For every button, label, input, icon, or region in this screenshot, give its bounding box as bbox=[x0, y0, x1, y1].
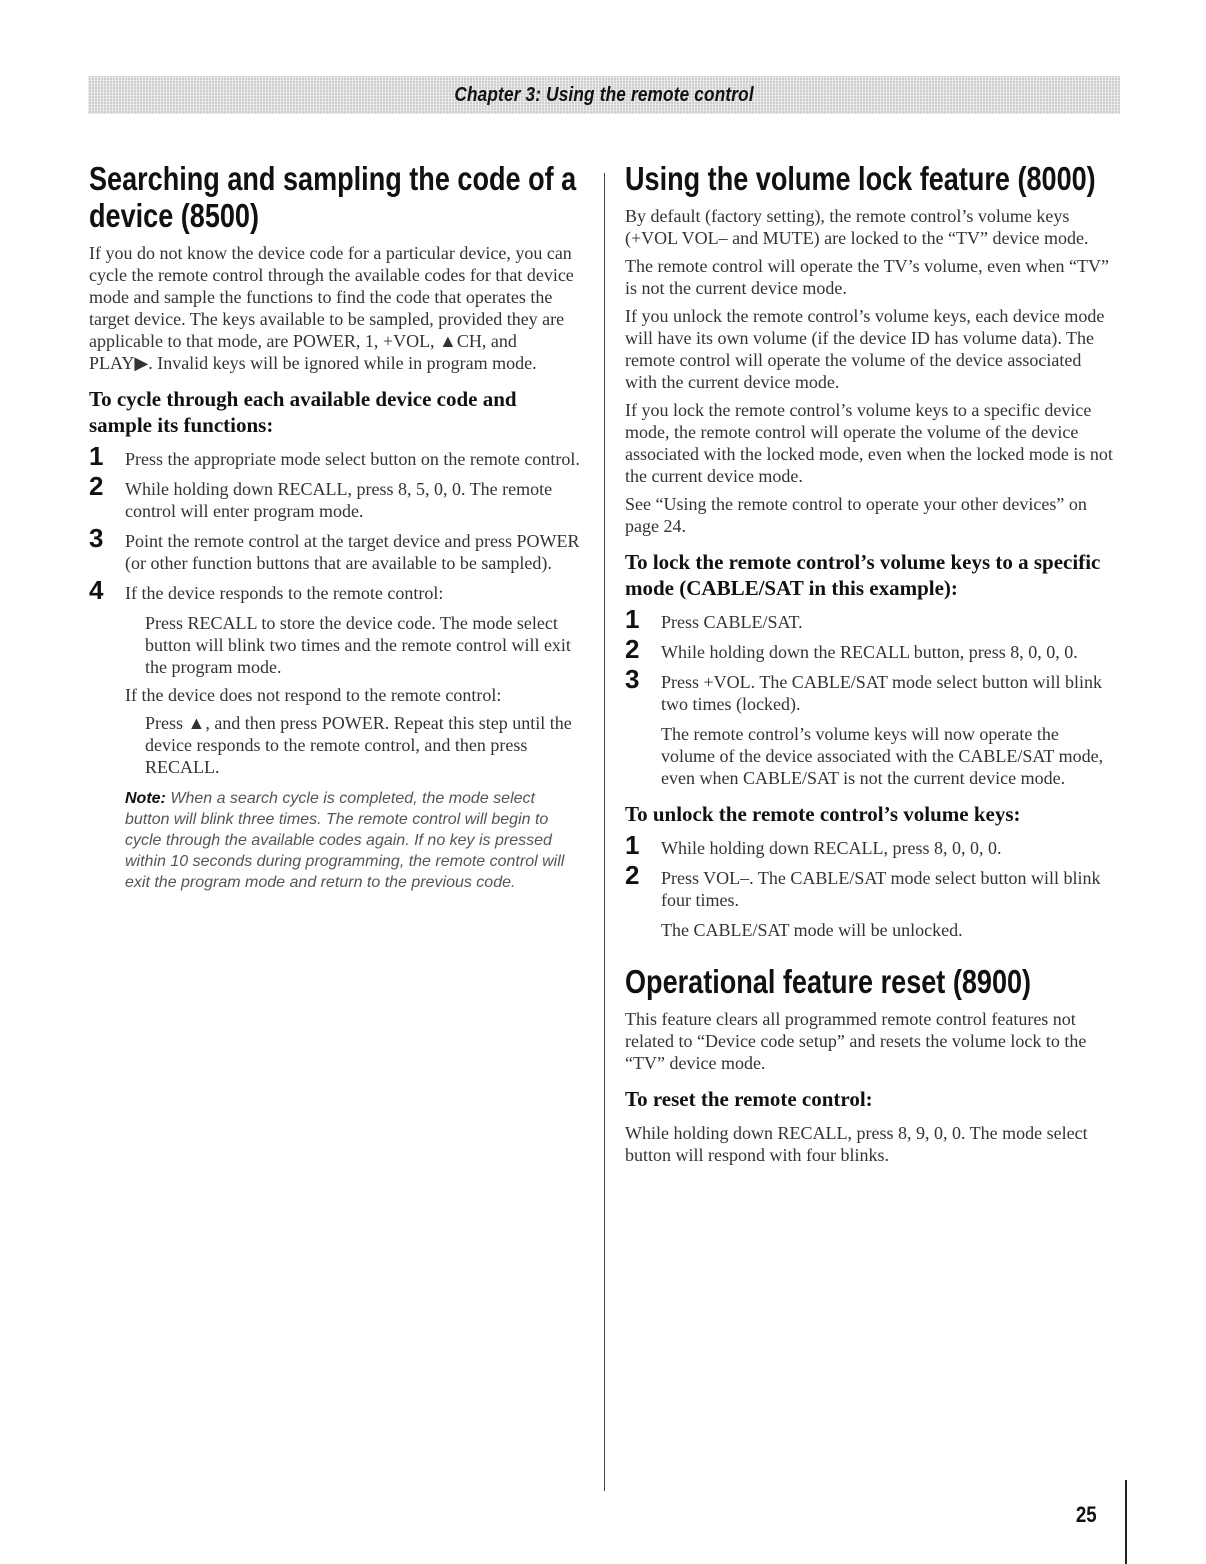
volume-para: If you lock the remote control’s volume keys to a specific device mode, the remote control will operate the volume of the device associated with the locked mode, even when the locked mode is not the current device mode. bbox=[625, 400, 1113, 486]
left-column bbox=[89, 160, 582, 893]
note-text: When a search cycle is completed, the mode select button will blink three times. The remote control will begin to cycle through the available codes again. If no key is pressed within 10 seconds during programming, the remote control will exit the program mode and return to the previous code. bbox=[125, 790, 565, 891]
step-item: 2 While holding down the RECALL button, press 8, 0, 0, 0. bbox=[625, 634, 1078, 664]
step-item: 1 Press CABLE/SAT. bbox=[625, 604, 803, 634]
section-title-search: Searching and sampling the code of a device (8500) bbox=[89, 160, 577, 234]
volume-para: See “Using the remote control to operate your other devices” on page 24. bbox=[625, 494, 1087, 536]
page-number-rule bbox=[1125, 1480, 1127, 1564]
note bbox=[89, 788, 582, 893]
volume-para: If you unlock the remote control’s volume keys, each device mode will have its own volume (if the device ID has volume data). The remote control will operate the volume of the device associated with the current device mode. bbox=[625, 306, 1105, 392]
reset-text: While holding down RECALL, press 8, 9, 0, 0. The mode select button will respond with four blinks. bbox=[625, 1123, 1088, 1165]
step4-not-respond: Press ▲, and then press POWER. Repeat this step until the device responds to the remote control, and then press RECALL. bbox=[145, 713, 572, 777]
step4-responds: Press RECALL to store the device code. The mode select button will blink two times and the remote control will exit the program mode. bbox=[145, 613, 571, 677]
unlock-steps bbox=[625, 830, 1117, 911]
section-title-reset: Operational feature reset (8900) bbox=[625, 963, 1032, 1000]
lock-subheading: To lock the remote control’s volume keys to a specific mode (CABLE/SAT in this example): bbox=[625, 550, 1101, 600]
volume-para: By default (factory setting), the remote control’s volume keys (+VOL VOL– and MUTE) are locked to the “TV” device mode. bbox=[625, 206, 1089, 248]
right-column bbox=[625, 160, 1117, 1172]
volume-para: The remote control will operate the TV’s volume, even when “TV” is not the current device mode. bbox=[625, 256, 1110, 298]
section-title-volume-lock: Using the volume lock feature (8000) bbox=[625, 160, 1096, 197]
note-label: Note: bbox=[125, 790, 166, 807]
reset-para: This feature clears all programmed remote control features not related to “Device code setup” and resets the volume lock to the “TV” device mode. bbox=[625, 1009, 1087, 1073]
step-item: 3 Point the remote control at the target device and press POWER (or other function buttons that are available to be sampled). bbox=[89, 523, 580, 573]
unlock-result: The CABLE/SAT mode will be unlocked. bbox=[661, 920, 963, 940]
search-steps bbox=[89, 441, 582, 605]
lock-steps bbox=[625, 604, 1117, 715]
chapter-title: Chapter 3: Using the remote control bbox=[454, 83, 754, 106]
search-intro: If you do not know the device code for a particular device, you can cycle the remote control through the available codes for that device mode and sample the functions to find the code that operates the target device. The keys available to be sampled, provided they are applicable to that mode, are POWER, 1, +VOL, ▲CH, and PLAY▶. Invalid keys will be ignored while in program mode. bbox=[89, 243, 574, 373]
column-divider bbox=[604, 173, 605, 1491]
step-item: 2 Press VOL–. The CABLE/SAT mode select button will blink four times. bbox=[625, 860, 1101, 910]
unlock-subheading: To unlock the remote control’s volume keys: bbox=[625, 802, 1021, 826]
reset-subheading: To reset the remote control: bbox=[625, 1087, 873, 1111]
step-item: 2 While holding down RECALL, press 8, 5, 0, 0. The remote control will enter program mode. bbox=[89, 471, 553, 521]
chapter-banner bbox=[88, 76, 1120, 114]
cycle-subheading: To cycle through each available device code and sample its functions: bbox=[89, 387, 517, 437]
step4-not-respond-head: If the device does not respond to the remote control: bbox=[125, 685, 502, 705]
step-item: 1 Press the appropriate mode select button on the remote control. bbox=[89, 441, 580, 471]
page-number: 25 bbox=[1075, 1502, 1097, 1527]
step-item: 4 If the device responds to the remote control: bbox=[89, 575, 444, 605]
step-item: 1 While holding down RECALL, press 8, 0, 0, 0. bbox=[625, 830, 1002, 860]
step-item: 3 Press +VOL. The CABLE/SAT mode select button will blink two times (locked). bbox=[625, 664, 1102, 714]
lock-result: The remote control’s volume keys will now operate the volume of the device associated with the CABLE/SAT mode, even when CABLE/SAT is not the current device mode. bbox=[661, 724, 1104, 788]
